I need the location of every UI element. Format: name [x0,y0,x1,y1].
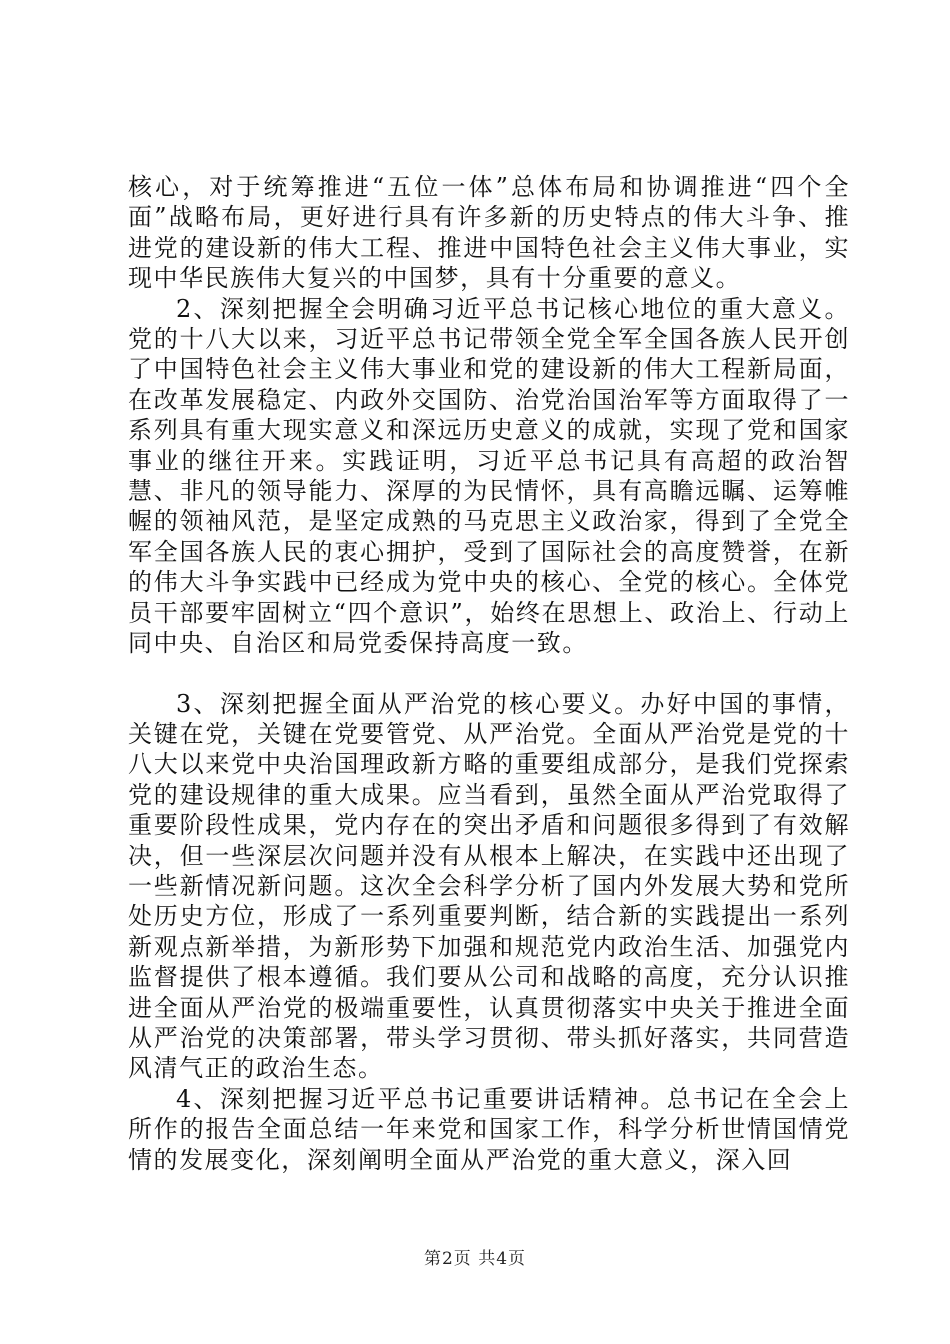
body-text [128,172,850,1175]
page-number-footer: 第2页 共4页 [423,1249,527,1269]
paragraph-gap [128,659,850,689]
paragraph-point-2: 2、深刻把握全会明确习近平总书记核心地位的重大意义。党的十八大以来，习近平总书记带领全党全军全国各族人民开创了中国特色社会主义伟大事业和党的建设新的伟大工程新局面，在改革发展稳定、内政外交国防、治党治国治军等方面取得了一系列具有重大现实意义和深远历史意义的成就，实现了党和国家事业的继往开来。实践证明，习近平总书记具有高超的政治智慧、非凡的领导能力、深厚的为民情怀，具有高瞻远瞩、运筹帷幄的领袖风范，是坚定成熟的马克思主义政治家，得到了全党全军全国各族人民的衷心拥护，受到了国际社会的高度赞誉，在新的伟大斗争实践中已经成为党中央的核心、全党的核心。全体党员干部要牢固树立“四个意识”，始终在思想上、政治上、行动上同中央、自治区和局党委保持高度一致。 [128,294,850,658]
paragraph-point-4: 4、深刻把握习近平总书记重要讲话精神。总书记在全会上所作的报告全面总结一年来党和国家工作，科学分析世情国情党情的发展变化，深刻阐明全面从严治党的重大意义，深入回 [128,1084,850,1174]
paragraph-point-3: 3、深刻把握全面从严治党的核心要义。办好中国的事情，关键在党，关键在党要管党、从严治党。全面从严治党是党的十八大以来党中央治国理政新方略的重要组成部分，是我们党探索党的建设规律的重大成果。应当看到，虽然全面从严治党取得了重要阶段性成果，党内存在的突出矛盾和问题很多得到了有效解决，但一些深层次问题并没有从根本上解决，在实践中还出现了一些新情况新问题。这次全会科学分析了国内外发展大势和党所处历史方位，形成了一系列重要判断，结合新的实践提出一系列新观点新举措，为新形势下加强和规范党内政治生活、加强党内监督提供了根本遵循。我们要从公司和战略的高度，充分认识推进全面从严治党的极端重要性，认真贯彻落实中央关于推进全面从严治党的决策部署，带头学习贯彻、带头抓好落实，共同营造风清气正的政治生态。 [128,689,850,1083]
paragraph-continuation: 核心，对于统筹推进“五位一体”总体布局和协调推进“四个全面”战略布局，更好进行具有许多新的历史特点的伟大斗争、推进党的建设新的伟大工程、推进中国特色社会主义伟大事业，实现中华民族伟大复兴的中国梦，具有十分重要的意义。 [128,173,850,293]
